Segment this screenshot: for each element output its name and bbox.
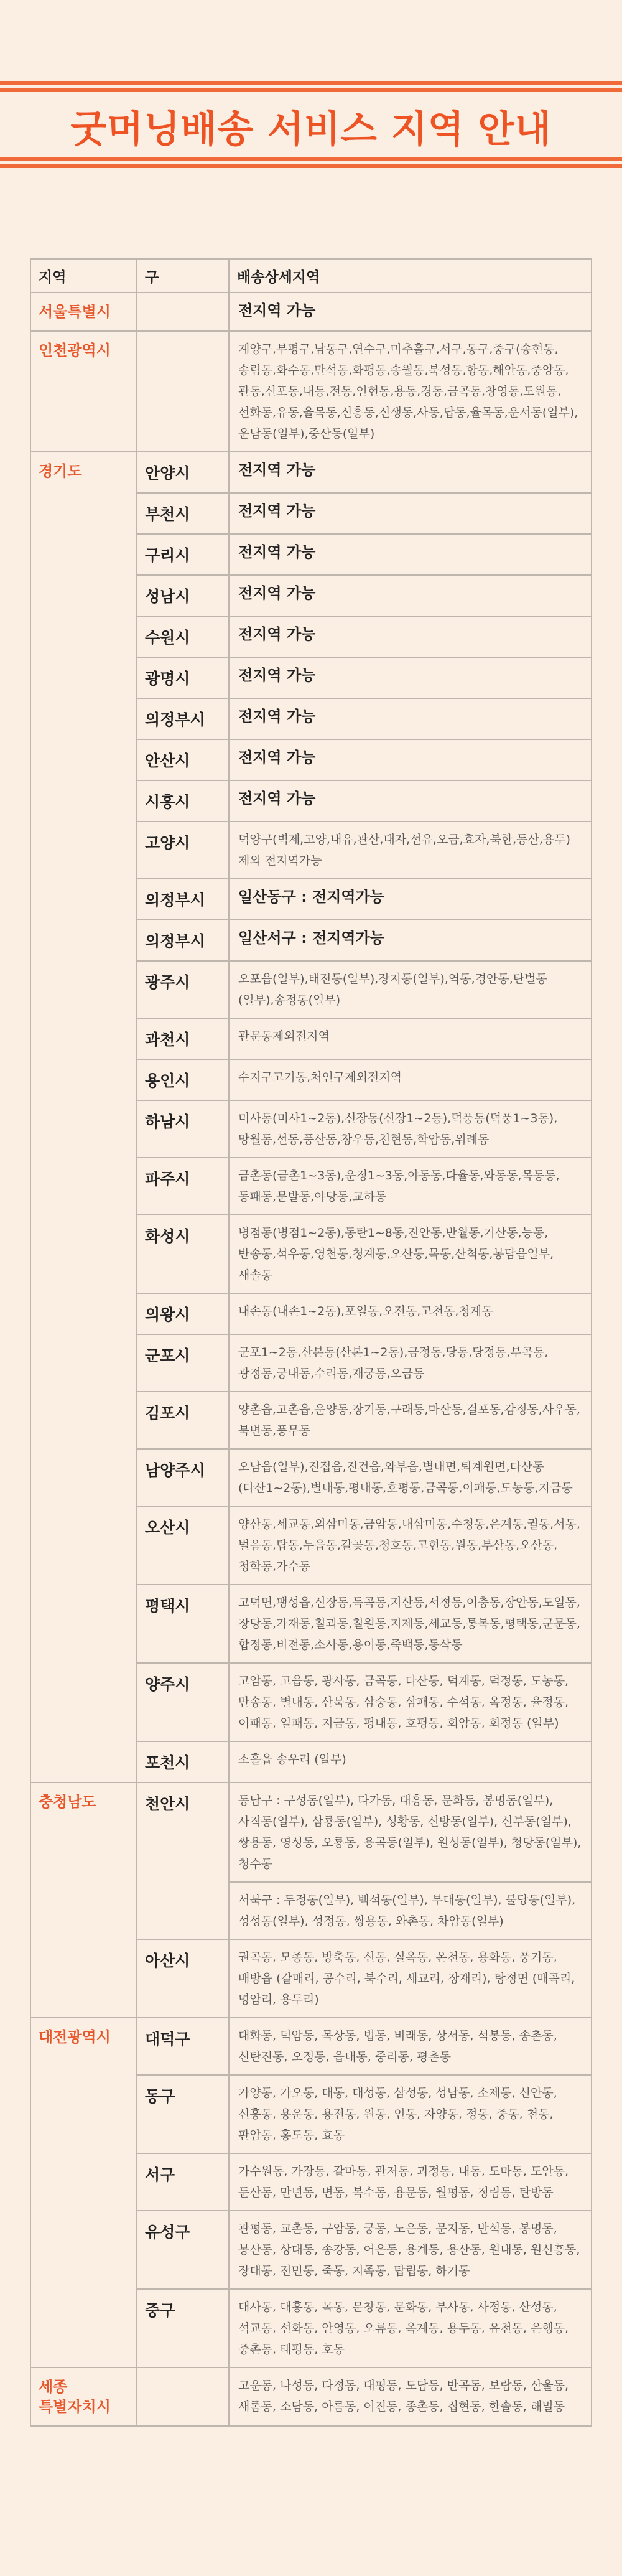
detail-text: 전지역 가능 <box>238 461 316 479</box>
detail-text: 미사동(미사1~2동),신장동(신장1~2동),덕풍동(덕풍1~3동),망월동,선동,풍산동,창우동,천현동,학암동,위례동 <box>238 1112 558 1146</box>
gu-cell: 양주시 <box>137 1663 229 1741</box>
gu-cell: 화성시 <box>137 1215 229 1293</box>
region-cell: 충청남도 <box>30 1782 137 2018</box>
detail-text: 군포1~2동,산본동(산본1~2동),금정동,당동,당정동,부곡동,광정동,궁내동,수리동,재궁동,오금동 <box>238 1346 549 1380</box>
gu-cell: 안산시 <box>137 739 229 780</box>
gu-cell: 군포시 <box>137 1334 229 1392</box>
detail-text: 병점동(병점1~2동),동탄1~8동,진안동,반월동,기산동,능동,반송동,석우동,영천동,청계동,오산동,목동,산척동,봉담읍일부,새솔동 <box>238 1226 554 1282</box>
region-cell: 인천광역시 <box>30 331 137 452</box>
detail-text: 덕양구(벽제,고양,내유,관산,대자,선유,오금,효자,북한,동산,용두) 제외 전지역가능 <box>238 833 571 868</box>
detail-text: 오남읍(일부),진접읍,진건읍,와부읍,별내면,퇴계원면,다산동(다산1~2동),별내동,평내동,호평동,금곡동,이패동,도농동,지금동 <box>238 1460 573 1495</box>
detail-cell <box>229 1334 592 1392</box>
header-gu: 구 <box>137 259 229 293</box>
gu-cell: 평택시 <box>137 1585 229 1663</box>
table-header-row <box>30 259 592 293</box>
gu-cell <box>137 2368 229 2426</box>
detail-text: 서북구 : 두정동(일부), 백석동(일부), 부대동(일부), 불당동(일부), 성성동(일부), 성정동, 쌍용동, 와촌동, 차암동(일부) <box>238 1893 576 1928</box>
gu-cell: 수원시 <box>137 616 229 657</box>
detail-cell <box>229 739 592 780</box>
gu-cell: 동구 <box>137 2075 229 2153</box>
detail-text: 계양구,부평구,남동구,연수구,미추홀구,서구,동구,중구(송현동,송림동,화수동,만석동,화평동,송월동,북성동,항동,해안동,중앙동,관동,신포동,내동,전동,인현동,용동,경동,금곡동,창영동,도원동,선화동,유동,율목동,신흥동,신생동,사동,답동,율목동,운서동(일부),운남동(일부),중산동(일부) <box>238 342 578 441</box>
gu-cell: 오산시 <box>137 1506 229 1585</box>
detail-cell <box>229 920 592 961</box>
gu-cell: 유성구 <box>137 2211 229 2289</box>
detail-cell <box>229 1882 592 1939</box>
detail-cell <box>229 534 592 575</box>
page-title: 굿머닝배송 서비스 지역 안내 <box>70 108 552 151</box>
detail-text: 일산서구 : 전지역가능 <box>238 929 384 947</box>
detail-cell <box>229 822 592 879</box>
detail-cell <box>229 1506 592 1585</box>
gu-cell: 의정부시 <box>137 920 229 961</box>
region-cell: 세종 특별자치시 <box>30 2368 137 2426</box>
table-body <box>30 293 592 2426</box>
gu-cell: 아산시 <box>137 1939 229 2018</box>
detail-text: 전지역 가능 <box>238 708 316 725</box>
detail-cell <box>229 1663 592 1741</box>
detail-cell <box>229 1741 592 1782</box>
detail-cell <box>229 2289 592 2368</box>
delivery-area-table <box>30 258 592 2427</box>
region-cell: 경기도 <box>30 452 137 1782</box>
detail-text: 고암동, 고읍동, 광사동, 금곡동, 다산동, 덕계동, 덕정동, 도농동, 만송동, 별내동, 산북동, 삼숭동, 삼패동, 수석동, 옥정동, 율정동, 이패동, 일패동, 지금동, 평내동, 호평동, 회암동, 회정동 (일부) <box>238 1674 569 1730</box>
detail-text: 전지역 가능 <box>238 667 316 684</box>
detail-cell <box>229 780 592 822</box>
gu-cell: 김포시 <box>137 1392 229 1449</box>
detail-cell <box>229 1939 592 2018</box>
detail-cell <box>229 2211 592 2289</box>
gu-cell: 광주시 <box>137 961 229 1018</box>
detail-cell <box>229 575 592 616</box>
detail-text: 소흘읍 송우리 (일부) <box>238 1753 346 1766</box>
gu-cell: 고양시 <box>137 822 229 879</box>
gu-cell: 중구 <box>137 2289 229 2368</box>
detail-cell <box>229 1449 592 1506</box>
detail-text: 오포읍(일부),태전동(일부),장지동(일부),역동,경안동,탄벌동(일부),송정동(일부) <box>238 972 547 1007</box>
detail-cell <box>229 1059 592 1100</box>
gu-cell: 천안시 <box>137 1782 229 1939</box>
detail-text: 전지역 가능 <box>238 749 316 766</box>
header-region: 지역 <box>30 259 137 293</box>
detail-cell <box>229 657 592 698</box>
detail-text: 고운동, 나성동, 다정동, 대평동, 도담동, 반곡동, 보람동, 산울동, 새롬동, 소담동, 아름동, 어진동, 종촌동, 집현동, 한솔동, 해밀동 <box>238 2379 569 2414</box>
detail-cell <box>229 2075 592 2153</box>
gu-cell: 의정부시 <box>137 698 229 739</box>
detail-text: 내손동(내손1~2동),포일동,오전동,고천동,청계동 <box>238 1304 493 1318</box>
detail-text: 전지역 가능 <box>238 790 316 807</box>
gu-cell: 하남시 <box>137 1100 229 1158</box>
detail-cell <box>229 493 592 534</box>
bottom-rule-2 <box>0 164 622 168</box>
detail-cell <box>229 1293 592 1334</box>
detail-cell <box>229 1215 592 1293</box>
gu-cell: 시흥시 <box>137 780 229 822</box>
table-row <box>30 452 592 493</box>
detail-text: 대사동, 대흥동, 목동, 문창동, 문화동, 부사동, 사정동, 산성동, 석교동, 선화동, 안영동, 오류동, 옥계동, 용두동, 유천동, 은행동, 중촌동, 태평동, 호동 <box>238 2300 569 2356</box>
region-cell: 서울특별시 <box>30 293 137 331</box>
detail-cell <box>229 293 592 331</box>
gu-cell: 남양주시 <box>137 1449 229 1506</box>
gu-cell: 광명시 <box>137 657 229 698</box>
detail-cell <box>229 698 592 739</box>
detail-text: 양촌읍,고촌읍,운양동,장기동,구래동,마산동,걸포동,감정동,사우동,북변동,풍무동 <box>238 1403 580 1438</box>
detail-cell <box>229 2018 592 2075</box>
detail-text: 양산동,세교동,외삼미동,금암동,내삼미동,수청동,은계동,궐동,서동,벌음동,탑동,누읍동,갈곶동,청호동,고현동,원동,부산동,오산동,청학동,가수동 <box>238 1517 580 1573</box>
gu-cell: 부천시 <box>137 493 229 534</box>
gu-cell: 안양시 <box>137 452 229 493</box>
gu-cell: 과천시 <box>137 1018 229 1059</box>
detail-cell <box>229 961 592 1018</box>
detail-cell <box>229 879 592 920</box>
detail-text: 전지역 가능 <box>238 584 316 602</box>
gu-cell <box>137 331 229 452</box>
detail-text: 가수원동, 가장동, 갈마동, 관저동, 괴정동, 내동, 도마동, 도안동, 둔산동, 만년동, 변동, 복수동, 용문동, 월평동, 정림동, 탄방동 <box>238 2165 569 2199</box>
table-row <box>30 293 592 331</box>
detail-text: 금촌동(금촌1~3동),운정1~3동,야동동,다율동,와동동,목동동,동패동,문발동,야당동,교하동 <box>238 1169 560 1204</box>
gu-cell: 용인시 <box>137 1059 229 1100</box>
detail-text: 전지역 가능 <box>238 302 316 319</box>
detail-cell <box>229 1392 592 1449</box>
gu-cell: 의왕시 <box>137 1293 229 1334</box>
detail-text: 전지역 가능 <box>238 502 316 520</box>
detail-cell <box>229 1100 592 1158</box>
detail-cell <box>229 1018 592 1059</box>
detail-text: 전지역 가능 <box>238 543 316 561</box>
detail-cell <box>229 1158 592 1215</box>
detail-text: 동남구 : 구성동(일부), 다가동, 대흥동, 문화동, 봉명동(일부), 사직동(일부), 삼룡동(일부), 성황동, 신방동(일부), 신부동(일부), 쌍용동, 영성동, 오룡동, 용곡동(일부), 원성동(일부), 청당동(일부), 청수동 <box>238 1794 582 1871</box>
detail-cell <box>229 616 592 657</box>
table-row <box>30 2368 592 2426</box>
detail-text: 일산동구 : 전지역가능 <box>238 888 384 906</box>
detail-text: 수지구고기동,처인구제외전지역 <box>238 1070 402 1084</box>
gu-cell: 성남시 <box>137 575 229 616</box>
gu-cell <box>137 293 229 331</box>
region-cell: 대전광역시 <box>30 2018 137 2368</box>
detail-cell <box>229 1585 592 1663</box>
bottom-rule-1 <box>0 157 622 161</box>
gu-cell: 파주시 <box>137 1158 229 1215</box>
detail-text: 권곡동, 모종동, 방축동, 신동, 실옥동, 온천동, 용화동, 풍기동, 배방읍 (갈매리, 공수리, 북수리, 세교리, 장재리), 탕정면 (매곡리, 명암리, 용두리) <box>238 1951 575 2007</box>
detail-text: 관문동제외전지역 <box>238 1029 330 1043</box>
table-row <box>30 1782 592 1882</box>
detail-text: 가양동, 가오동, 대동, 대성동, 삼성동, 성남동, 소제동, 신안동, 신흥동, 용운동, 용전동, 원동, 인동, 자양동, 정동, 중동, 천동, 판암동, 홍도동, 효동 <box>238 2086 557 2142</box>
page-header <box>0 0 622 205</box>
gu-cell: 구리시 <box>137 534 229 575</box>
detail-text: 전지역 가능 <box>238 625 316 643</box>
detail-cell <box>229 452 592 493</box>
detail-cell <box>229 2368 592 2426</box>
detail-cell <box>229 1782 592 1882</box>
detail-cell <box>229 331 592 452</box>
table-row <box>30 2018 592 2075</box>
gu-cell: 의정부시 <box>137 879 229 920</box>
gu-cell: 서구 <box>137 2153 229 2211</box>
gu-cell: 포천시 <box>137 1741 229 1782</box>
detail-text: 대화동, 덕암동, 목상동, 법동, 비래동, 상서동, 석봉동, 송촌동, 신탄진동, 오정동, 읍내동, 중리동, 평촌동 <box>238 2029 557 2064</box>
table-row <box>30 331 592 452</box>
top-rule-2 <box>0 88 622 92</box>
gu-cell: 대덕구 <box>137 2018 229 2075</box>
header-detail: 배송상세지역 <box>229 259 592 293</box>
detail-text: 고덕면,팽성읍,신장동,독곡동,지산동,서정동,이충동,장안동,도일동,장당동,가재동,칠괴동,칠원동,지제동,세교동,통복동,평택동,군문동,합정동,비전동,소사동,용이동,죽백동,동삭동 <box>238 1596 580 1652</box>
detail-cell <box>229 2153 592 2211</box>
detail-text: 관평동, 교촌동, 구암동, 궁동, 노은동, 문지동, 반석동, 봉명동, 봉산동, 상대동, 송강동, 어은동, 용계동, 용산동, 원내동, 원신흥동, 장대동, 전민동, 죽동, 지족동, 탑립동, 하기동 <box>238 2222 580 2278</box>
top-rule-1 <box>0 81 622 85</box>
